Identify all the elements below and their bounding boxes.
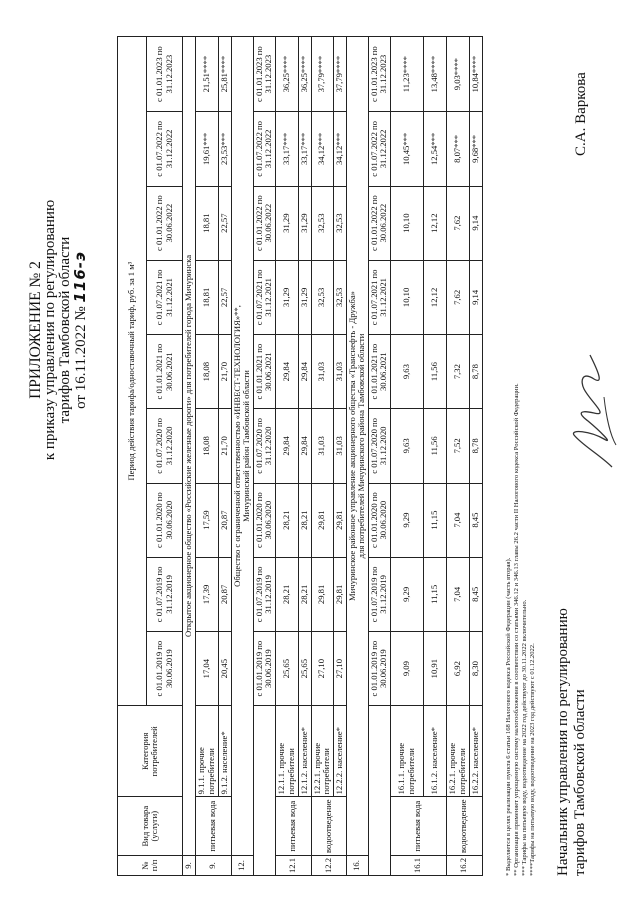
tariff-value: 29,84 [275,335,298,409]
period-header: с 01.01.2021 по 30.06.2021 [368,335,390,409]
periods-subheader-row [368,37,390,876]
tariff-value: 29,84 [298,335,311,409]
product-type: питьевая вода [275,797,311,856]
section-title: Общество с ограниченной ответственностью «ИНВЕСТ-ТЕХНОЛОГИЯ»**, [231,305,242,587]
tariff-value: 31,03 [311,335,333,409]
period-header: с 01.01.2023 по 31.12.2023 [368,37,390,112]
tariff-value: 27,10 [333,632,346,706]
tariff-value: 28,21 [298,557,311,631]
tariff-value: 31,29 [275,186,298,260]
section-number: 12. [231,855,253,875]
period-header: с 01.07.2019 по 31.12.2019 [368,557,390,631]
order-number: 116-э [71,251,89,303]
product-type: питьевая вода [390,797,446,856]
tariff-value: 9,03**** [446,37,469,112]
tariff-value: 7,62 [446,260,469,334]
tariff-value: 17,39 [195,557,218,631]
section-title: Открытое акционерное общество «Российские железные дороги» для потребителей города Мичуринска [183,254,193,638]
consumer-category: 16.2.1. прочие потребители [446,706,469,797]
tariff-value: 9,29 [390,557,423,631]
tariff-value: 32,53 [333,260,346,334]
tariff-value: 22,57 [218,260,231,334]
tariff-value: 32,53 [333,186,346,260]
order-date: от 16.11.2022 № [73,306,89,409]
tariff-value: 25,81**** [218,37,231,112]
tariff-value: 33,17*** [275,112,298,186]
section-title: Мичуринское районное управление акционерного общества «Транснефть - Дружба» [346,291,357,601]
table-row [390,37,423,876]
tariff-value: 6,92 [446,632,469,706]
tariff-value: 11,56 [423,409,446,483]
table-header-row [118,37,147,876]
tariff-value: 12,54*** [423,112,446,186]
tariff-value: 17,59 [195,483,218,557]
period-header: с 01.07.2022 по 31.12.2022 [253,112,275,186]
section-header-row [231,37,253,876]
tariff-value: 17,04 [195,632,218,706]
tariff-value: 23,53*** [218,112,231,186]
column-header-type: Вид товара (услуги) [118,797,183,856]
table-row [311,37,333,876]
tariff-value: 7,04 [446,483,469,557]
tariff-value: 8,07*** [446,112,469,186]
consumer-category: 9.1.2. население* [218,706,231,797]
tariff-value: 37,79**** [311,37,333,112]
tariff-value: 31,03 [333,335,346,409]
group-number: 12.2 [311,855,346,875]
tariff-value: 18,81 [195,186,218,260]
period-header: с 01.01.2022 по 30.06.2022 [368,186,390,260]
period-header: с 01.07.2020 по 31.12.2020 [368,409,390,483]
tariff-value: 34,12*** [311,112,333,186]
table-row [469,37,482,876]
table-row [298,37,311,876]
header-line: тарифов Тамбовской области [57,236,73,424]
section-title-cell [346,37,368,856]
period-header: с 01.01.2020 по 30.06.2020 [253,483,275,557]
section-title-cell [183,37,196,856]
consumer-category: 12.1.2. население* [298,706,311,797]
table-row [446,37,469,876]
tariff-value: 34,12*** [333,112,346,186]
period-header: с 01.07.2019 по 31.12.2019 [147,557,183,631]
tariff-value: 32,53 [311,186,333,260]
consumer-category: 16.1.2. население* [423,706,446,797]
tariff-value: 8,45 [469,483,482,557]
footnotes [505,26,537,876]
header-line: к приказу управления по регулированию [42,199,58,461]
product-type: водоотведение [446,797,482,856]
tariff-value: 28,21 [275,557,298,631]
column-header-category: Категория потребителей [118,706,183,797]
tariff-value: 19,61*** [195,112,218,186]
table-row [423,37,446,876]
tariff-value: 9,14 [469,186,482,260]
tariff-value: 25,65 [298,632,311,706]
period-header: с 01.07.2022 по 31.12.2022 [368,112,390,186]
group-number: 16.1 [390,855,446,875]
tariff-value: 31,03 [311,409,333,483]
tariff-value: 36,25**** [275,37,298,112]
tariff-value: 31,29 [275,260,298,334]
tariff-value: 29,81 [311,557,333,631]
tariff-value: 28,21 [298,483,311,557]
tariff-value: 8,78 [469,335,482,409]
tariff-value: 9,14 [469,260,482,334]
tariff-value: 36,25**** [298,37,311,112]
tariff-value: 10,10 [390,186,423,260]
consumer-category: 12.2.2. население* [333,706,346,797]
period-header: с 01.01.2020 по 30.06.2020 [147,483,183,557]
tariff-value: 31,03 [333,409,346,483]
consumer-category: 16.1.1. прочие потребители [390,706,423,797]
tariff-value: 10,84**** [469,37,482,112]
footnote: * Выделяется в целях реализации пункта 6 статьи 168 Налогового кодекса Российской Федерации (часть вторая). [505,557,512,876]
tariff-value: 29,84 [275,409,298,483]
tariff-table [117,36,483,876]
section-title-cell [231,37,253,856]
tariff-value: 22,57 [218,186,231,260]
tariff-value: 20,45 [218,632,231,706]
section-subtitle: для потребителей Мичуринского района Тамбовской области [356,333,366,559]
tariff-value: 8,78 [469,409,482,483]
tariff-value: 10,10 [390,260,423,334]
document-header [28,150,89,510]
appendix-title: ПРИЛОЖЕНИЕ № 2 [27,261,44,399]
tariff-value: 29,84 [298,409,311,483]
table-row [275,37,298,876]
tariff-value: 31,29 [298,260,311,334]
tariff-value: 7,52 [446,409,469,483]
footnote: *** Тарифы на питьевую воду, водоотведение на 2022 год действуют до 30.11.2022 включительно. [521,599,528,876]
tariff-value: 10,45*** [390,112,423,186]
period-header: с 01.01.2023 по 31.12.2023 [253,37,275,112]
tariff-value: 8,30 [469,632,482,706]
tariff-value: 33,17*** [298,112,311,186]
period-header: с 01.07.2021 по 31.12.2021 [147,260,183,334]
tariff-value: 29,81 [333,483,346,557]
period-header: с 01.07.2020 по 31.12.2020 [253,409,275,483]
tariff-value: 7,62 [446,186,469,260]
tariff-value: 12,12 [423,186,446,260]
period-header: с 01.01.2019 по 30.06.2019 [253,632,275,706]
product-type: водоотведение [311,797,346,856]
tariff-value: 21,70 [218,335,231,409]
column-header-period: Период действия тарифа/одноставочный тариф, руб. за 1 м³ [118,37,147,706]
tariff-value: 11,23**** [390,37,423,112]
period-header: с 01.07.2021 по 31.12.2021 [253,260,275,334]
period-header: с 01.01.2019 по 30.06.2019 [368,632,390,706]
period-header: с 01.07.2021 по 31.12.2021 [368,260,390,334]
tariff-value: 9,68*** [469,112,482,186]
periods-subheader-row [253,37,275,876]
tariff-value: 18,81 [195,260,218,334]
consumer-category: 9.1.1. прочие потребители [195,706,218,797]
tariff-value: 25,65 [275,632,298,706]
table-row [218,37,231,876]
header-date-line [73,150,89,510]
period-header: с 01.07.2022 по 31.12.2022 [147,112,183,186]
section-subtitle: Мичуринский район Тамбовской области [241,370,251,522]
period-header: с 01.01.2023 по 31.12.2023 [147,37,183,112]
tariff-value: 10,91 [423,632,446,706]
table-row [195,37,218,876]
period-header: с 01.01.2021 по 30.06.2021 [253,335,275,409]
tariff-value: 9,09 [390,632,423,706]
tariff-value: 9,29 [390,483,423,557]
consumer-category: 12.2.1. прочие потребители [311,706,333,797]
group-number: 12.1 [275,855,311,875]
period-header: с 01.01.2022 по 30.06.2022 [147,186,183,260]
product-type: питьевая вода [195,797,231,856]
signer-position: тарифов Тамбовской области [572,689,588,876]
tariff-value: 7,32 [446,335,469,409]
tariff-value: 9,63 [390,409,423,483]
signer-position: Начальник управления по регулированию [555,608,571,876]
empty-cell [253,706,275,876]
handwritten-signature [560,345,630,475]
table-row [333,37,346,876]
tariff-value: 13,48**** [423,37,446,112]
tariff-value: 31,29 [298,186,311,260]
tariff-value: 7,04 [446,557,469,631]
period-header: с 01.01.2022 по 30.06.2022 [253,186,275,260]
consumer-category: 16.2.2. население* [469,706,482,797]
group-number: 9. [195,855,231,875]
group-number: 16.2 [446,855,482,875]
section-number: 9. [183,855,196,875]
consumer-category: 12.1.1. прочие потребители [275,706,298,797]
period-header: с 01.07.2019 по 31.12.2019 [253,557,275,631]
tariff-value: 18,08 [195,335,218,409]
tariff-value: 8,45 [469,557,482,631]
section-header-row [183,37,196,876]
table-body [183,37,483,876]
tariff-value: 29,81 [333,557,346,631]
footnote: ****Тарифы на питьевую воду, водоотведение на 2023 год действуют с 01.12.2022. [529,643,536,876]
empty-cell [368,706,390,876]
signer-name: С.А. Варкова [573,72,589,156]
tariff-value: 21,70 [218,409,231,483]
footnote: ** Организация применяет упрощенную систему налогообложения в соответствии со статьями 346.12 и 346.13 главы 26.2 части II Налогового кодекса Российской Федерации. [513,383,520,876]
tariff-value: 11,15 [423,483,446,557]
tariff-value: 20,87 [218,557,231,631]
tariff-value: 32,53 [311,260,333,334]
period-header: с 01.01.2019 по 30.06.2019 [147,632,183,706]
tariff-value: 37,79**** [333,37,346,112]
tariff-value: 12,12 [423,260,446,334]
tariff-value: 11,56 [423,335,446,409]
period-header: с 01.07.2020 по 31.12.2020 [147,409,183,483]
period-header: с 01.01.2020 по 30.06.2020 [368,483,390,557]
period-header: с 01.01.2021 по 30.06.2021 [147,335,183,409]
tariff-value: 28,21 [275,483,298,557]
tariff-value: 27,10 [311,632,333,706]
section-header-row [346,37,368,876]
tariff-value: 11,15 [423,557,446,631]
tariff-value: 9,63 [390,335,423,409]
tariff-value: 29,81 [311,483,333,557]
tariff-value: 18,08 [195,409,218,483]
tariff-value: 20,87 [218,483,231,557]
section-number: 16. [346,855,368,875]
tariff-value: 21,51**** [195,37,218,112]
column-header-number: № п/п [118,855,183,875]
